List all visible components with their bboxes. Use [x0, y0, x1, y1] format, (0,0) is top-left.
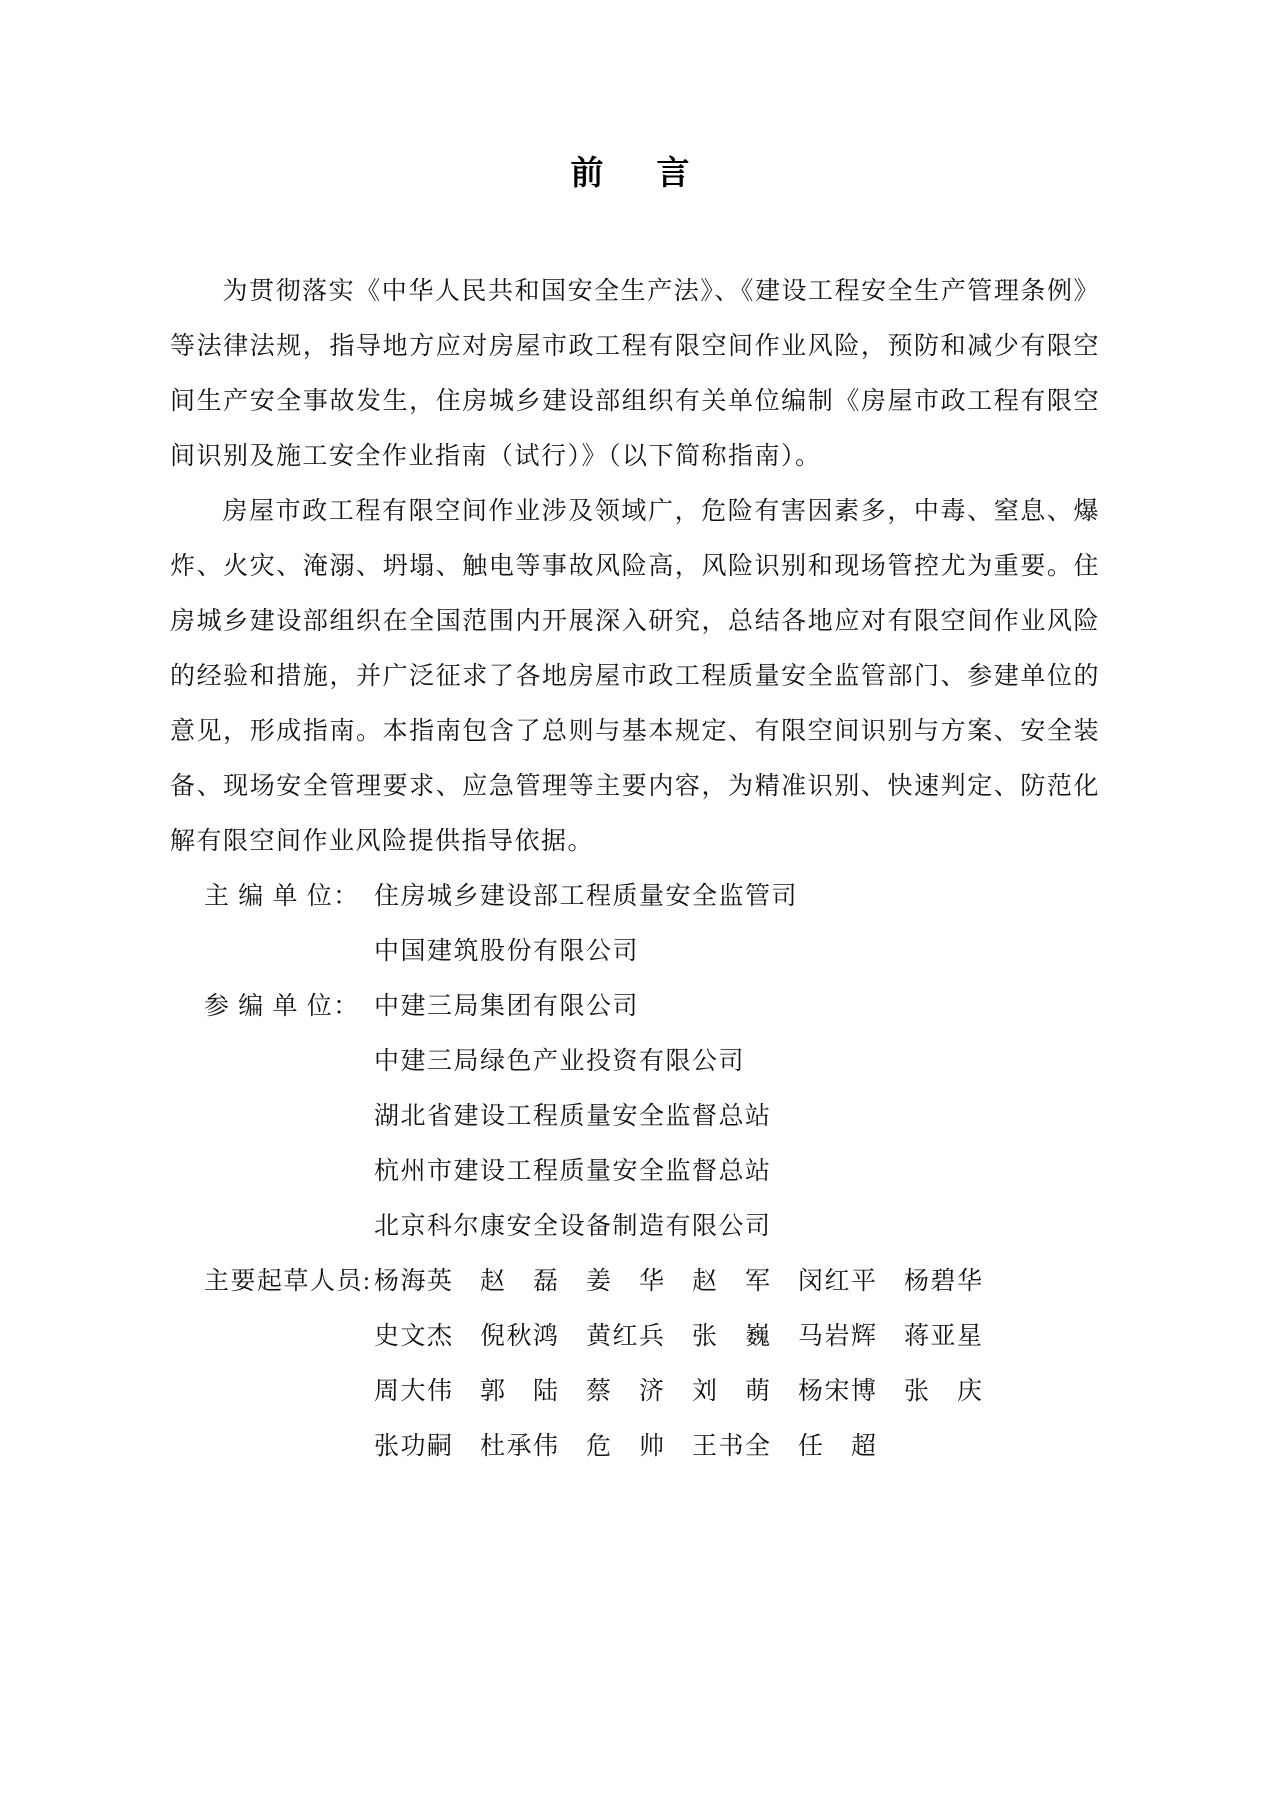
- credit-row: [170, 979, 1100, 1034]
- credit-value: 住房城乡建设部工程质量安全监管司: [374, 883, 799, 910]
- credit-row: [170, 924, 1100, 979]
- credit-value: 杨海英 赵 磊 姜 华 赵 军 闵红平 杨碧华: [374, 1268, 984, 1295]
- credit-value: 杭州市建设工程质量安全监督总站: [374, 1158, 772, 1185]
- credit-row: [170, 1034, 1100, 1089]
- credit-row: [170, 1144, 1100, 1199]
- credit-row: [170, 1364, 1100, 1419]
- credit-label: 参 编 单 位：: [204, 993, 360, 1020]
- credit-value: 中建三局绿色产业投资有限公司: [374, 1048, 746, 1075]
- credit-row: [170, 1199, 1100, 1254]
- credit-value: 史文杰 倪秋鸿 黄红兵 张 巍 马岩辉 蒋亚星: [374, 1323, 984, 1350]
- credit-row: [170, 869, 1100, 924]
- credit-value: 北京科尔康安全设备制造有限公司: [374, 1213, 772, 1240]
- credit-row: [170, 1089, 1100, 1144]
- credit-row: [170, 1419, 1100, 1474]
- credit-value: 中国建筑股份有限公司: [374, 938, 640, 965]
- paragraph: 房屋市政工程有限空间作业涉及领域广，危险有害因素多，中毒、窒息、爆炸、火灾、淹溺、坍塌、触电等事故风险高，风险识别和现场管控尤为重要。住房城乡建设部组织在全国范围内开展深入研究，总结各地应对有限空间作业风险的经验和措施，并广泛征求了各地房屋市政工程质量安全监管部门、参建单位的意见，形成指南。本指南包含了总则与基本规定、有限空间识别与方案、安全装备、现场安全管理要求、应急管理等主要内容，为精准识别、快速判定、防范化解有限空间作业风险提供指导依据。: [170, 498, 1100, 855]
- page-title: 前 言: [570, 156, 700, 192]
- preface-body: [170, 264, 1100, 869]
- credit-row: [170, 1309, 1100, 1364]
- credit-row: [170, 1254, 1100, 1309]
- credit-value: 张功嗣 杜承伟 危 帅 王书全 任 超: [374, 1433, 878, 1460]
- credits-section: [170, 869, 1100, 1474]
- credit-label: 主 编 单 位：: [204, 883, 360, 910]
- credit-label: 主要起草人员:: [204, 1268, 372, 1295]
- paragraph: 为贯彻落实《中华人民共和国安全生产法》、《建设工程安全生产管理条例》等法律法规，指导地方应对房屋市政工程有限空间作业风险，预防和减少有限空间生产安全事故发生，住房城乡建设部组织有关单位编制《房屋市政工程有限空间识别及施工安全作业指南（试行）》（以下简称指南）。: [170, 278, 1100, 470]
- credit-value: 中建三局集团有限公司: [374, 993, 640, 1020]
- credit-value: 湖北省建设工程质量安全监督总站: [374, 1103, 772, 1130]
- credit-value: 周大伟 郭 陆 蔡 济 刘 萌 杨宋博 张 庆: [374, 1378, 984, 1405]
